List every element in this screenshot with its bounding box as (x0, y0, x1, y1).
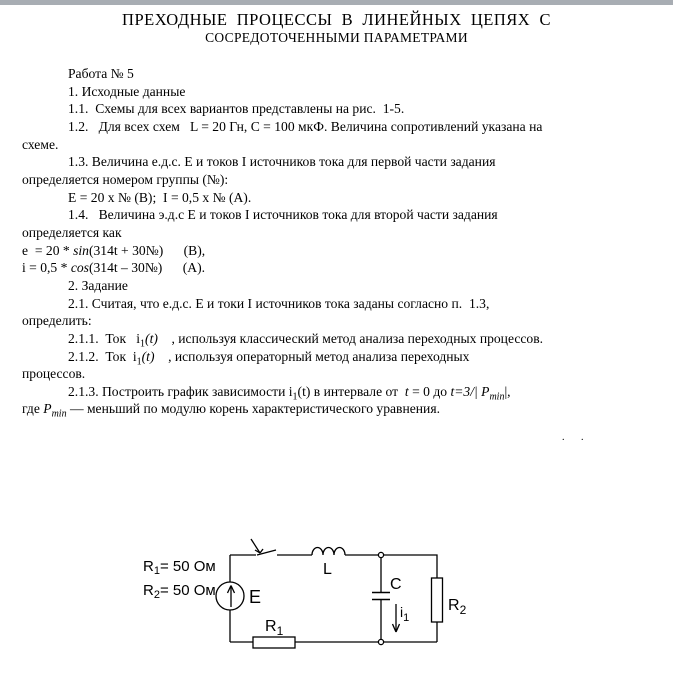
text-segment: 1.4. Величина э.д.с Е и токов I источников тока для второй части задания (68, 207, 498, 223)
text-segment: min (51, 409, 67, 421)
text-segment: — меньший по модулю корень характеристического уравнения. (66, 401, 440, 417)
text-segment: 2.1.2. Ток i (68, 348, 137, 364)
text-segment: 1. Исходные данные (68, 83, 186, 99)
text-segment: 1.1. Схемы для всех вариантов представлены на рис. 1-5. (68, 101, 405, 117)
text-segment: (t) в интервале от (297, 383, 405, 399)
text-segment: 2.1.3. Построить график зависимости i (68, 383, 293, 399)
current-label: $i_1$ (400, 604, 410, 624)
junction-node-top (378, 552, 383, 557)
text-segment: 2. Задание (68, 277, 128, 293)
text-segment: , используя операторный метод анализа переходных (154, 348, 470, 364)
circuit-wires (230, 555, 437, 642)
text-segment: 1 (292, 391, 298, 403)
text-fragment: . . (562, 432, 591, 443)
document-title-line2: СОСРЕДОТОЧЕННЫМИ ПАРАМЕТРАМИ (205, 30, 468, 45)
text-segment: sin (73, 242, 89, 258)
text-segment: определить: (22, 313, 92, 329)
text-segment: процессов. (22, 366, 86, 382)
resistor-r2-icon (432, 578, 443, 622)
text-segment: Работа № 5 (68, 66, 134, 81)
source-label: E (249, 587, 262, 607)
text-segment: где (22, 401, 44, 417)
text-segment: i = 0,5 * (22, 260, 71, 276)
capacitor-icon (372, 593, 390, 600)
text-segment: Е = 20 х № (В); I = 0,5 х № (А). (68, 189, 252, 205)
inductor-label: L (323, 561, 332, 578)
text-segment: определяется как (22, 224, 122, 240)
text-segment: P (481, 383, 490, 399)
r2-label: $R_2$ (448, 597, 467, 617)
switch-icon (251, 539, 276, 555)
text-segment: 2.1.1. Ток i (68, 330, 141, 346)
current-arrow-icon (393, 604, 400, 632)
text-segment: е = 20 * (22, 242, 74, 258)
text-segment: (314t – 30№) (А). (88, 260, 205, 276)
text-segment: cos (70, 260, 89, 276)
text-segment: 1 (140, 338, 146, 350)
text-segment: схеме. (22, 136, 59, 152)
text-segment: 1 (136, 356, 142, 368)
text-segment: (t) (141, 348, 155, 364)
r2-value-label: $R_2= 50$ Ом (143, 582, 216, 601)
text-segment: = 0 до (408, 383, 451, 399)
r1-label: $R_1$ (265, 618, 284, 638)
text-segment: 1.3. Величина е.д.с. Е и токов I источников тока для первой части задания (68, 154, 496, 170)
text-segment: определяется номером группы (№): (22, 171, 229, 187)
text-segment: 2.1. Считая, что е.д.с. Е и токи I источников тока заданы согласно п. 1.3, (68, 295, 490, 311)
emf-source-icon (216, 582, 244, 610)
r1-value-label: $R_1= 50$ Ом (143, 558, 216, 577)
capacitor-label: C (390, 576, 402, 593)
resistor-r1-icon (253, 637, 295, 648)
junction-node-bottom (378, 639, 383, 644)
text-segment: |, (504, 383, 511, 399)
inductor-icon (312, 548, 345, 555)
document-title-line1: ПРЕХОДНЫЕ ПРОЦЕССЫ В ЛИНЕЙНЫХ ЦЕПЯХ С (122, 10, 551, 29)
text-segment: (314t + 30№) (В), (88, 242, 206, 258)
text-segment: P (43, 401, 52, 417)
text-segment: min (489, 391, 505, 403)
text-segment: 1.2. Для всех схем L = 20 Гн, С = 100 мкФ. Величина сопротивлений указана на (68, 118, 543, 134)
text-segment: t (404, 383, 409, 399)
text-segment: , используя классический метод анализа переходных процессов. (157, 330, 544, 346)
text-segment: (t) (145, 330, 158, 346)
text-segment: t=3/| (450, 383, 478, 399)
